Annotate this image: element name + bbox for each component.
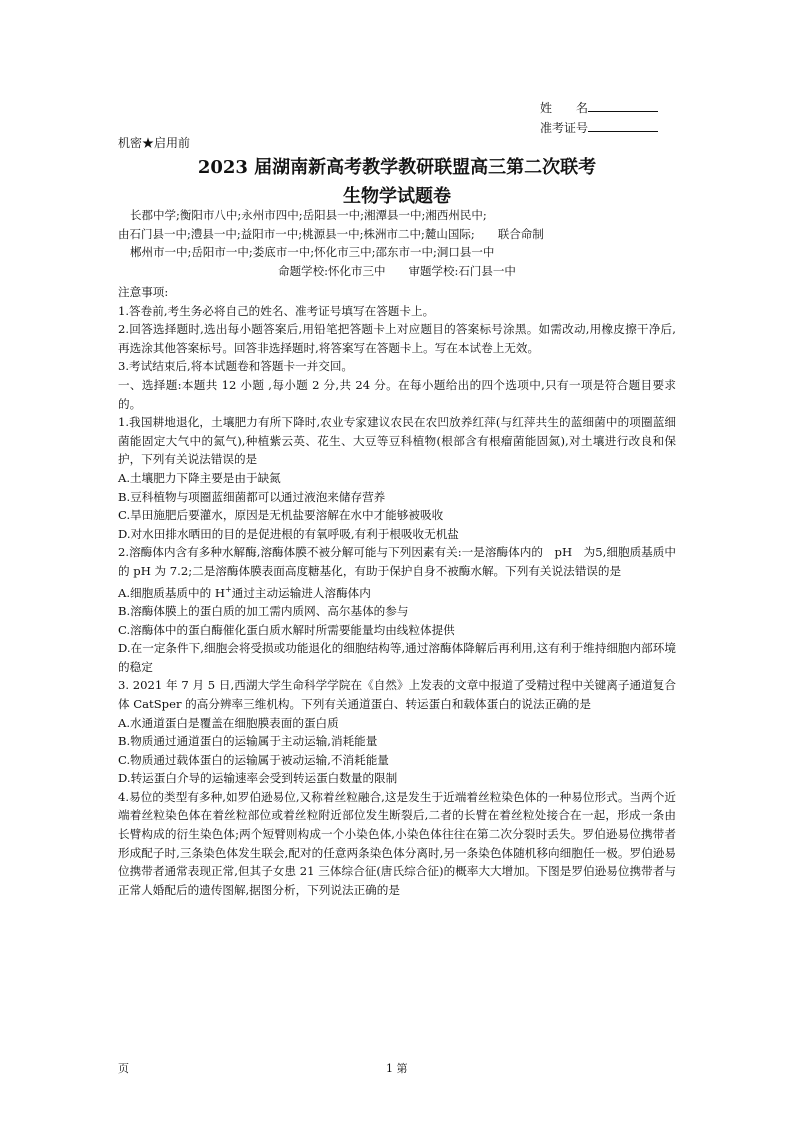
q2-option-b: B.溶酶体膜上的蛋白质的加工需内质网、高尔基体的参与 bbox=[118, 603, 409, 618]
school-line-1: 长郡中学;衡阳市八中;永州市四中;岳阳县一中;湘潭县一中;湘西州民中; bbox=[130, 208, 487, 222]
exam-subtitle: 生物学试题卷 bbox=[343, 186, 451, 207]
exam-body bbox=[118, 283, 676, 899]
q4-stem: 4.易位的类型有多种,如罗伯逊易位,又称着丝粒融合,这是发生于近端着丝粒染色体的一种易位形式。当两个近端着丝粒染色体在着丝粒部位或着丝粒附近部位发生断裂后,二者的长臂在着丝粒处接合在一起，形成一条由长臂构成的衍生染色体;两个短臂则构成一个小染色体,小染色体往往在第二次分裂时丢失。罗伯逊易位携带者形成配子时,三条染色体发生联会,配对的任意两条染色体分离时,另一条染色体随机移向细胞任一极。罗伯逊易位携带者通常表现正常,但其子女患 21 三体综合征(唐氏综合征)的概率大大增加。下图是罗伯逊易位携带者与正常人婚配后的遗传图解,据图分析，下列说法正确的是 bbox=[118, 789, 676, 897]
notes-heading: 注意事项: bbox=[118, 285, 169, 299]
footer-page-label: 页 bbox=[118, 1062, 129, 1075]
q1-option-a: A.土壤肥力下降主要是由于缺氮 bbox=[118, 470, 281, 485]
q2-option-a-pre: A.细胞质基质中的 H bbox=[118, 585, 226, 600]
name-blank[interactable] bbox=[588, 99, 658, 112]
q3-option-d: D.转运蛋白介导的运输速率会受到转运蛋白数量的限制 bbox=[118, 771, 398, 786]
school-list bbox=[118, 206, 676, 280]
id-row bbox=[540, 118, 658, 138]
q3-option-c: C.物质通过载体蛋白的运输属于被动运输,不消耗能量 bbox=[118, 752, 389, 767]
note-3: 3.考试结束后,将本试题卷和答题卡一并交回。 bbox=[118, 359, 354, 374]
section-1-heading: 一、选择题:本题共 12 小题 ,每小题 2 分,共 24 分。在每小题给出的四个选项中,只有一项是符合题目要求的。 bbox=[118, 377, 676, 411]
exam-title: 2023 届湖南新高考教学教研联盟高三第二次联考 bbox=[197, 157, 597, 178]
school-line-2: 由石门县一中;澧县一中;益阳市一中;桃源县一中;株洲市二中;麓山国际; 联合命制 bbox=[118, 226, 544, 241]
q2-option-d: D.在一定条件下,细胞会将受损或功能退化的细胞结构等,通过溶酶体降解后再利用,这有利于维持细胞内部环境的稳定 bbox=[118, 641, 676, 674]
q1-option-d: D.对水田排水晒田的目的是促进根的有氧呼吸,有利于根吸收无机盐 bbox=[118, 526, 459, 541]
candidate-info bbox=[540, 98, 658, 138]
note-2: 2.回答选择题时,选出每小题答案后,用铅笔把答题卡上对应题目的答案标号涂黑。如需改动,用橡皮擦干净后,再选涂其他答案标号。回答非选择题时,将答案写在答题卡上。写在本试卷上无效。 bbox=[118, 322, 676, 355]
footer-page-number: 1 第 bbox=[386, 1062, 408, 1075]
note-1: 1.答卷前,考生务必将自己的姓名、准考证号填写在答题卡上。 bbox=[118, 303, 435, 318]
q2-stem: 2.溶酶体内含有多种水解酶,溶酶体膜不被分解可能与下列因素有关:一是溶酶体内的 pH 为5,细胞质基质中的 pH 为 7.2;二是溶酶体膜表面高度糖基化，有助于保护自身不被酶水解。下列有关说法错误的是 bbox=[118, 545, 676, 578]
id-label: 准考证号 bbox=[540, 121, 589, 135]
q3-stem: 3. 2021 年 7 月 5 日,西湖大学生命科学学院在《自然》上发表的文章中报道了受精过程中关键离子通道复合体 CatSper 的高分辨率三维机构。下列有关通道蛋白、转运蛋白和载体蛋白的说法正确的是 bbox=[118, 678, 676, 711]
q2-option-a-post: 通过主动运输进人溶酶体内 bbox=[231, 585, 371, 600]
q2-option-a-sup: + bbox=[225, 584, 232, 594]
school-line-4: 命题学校:怀化市三中 审题学校:石门县一中 bbox=[278, 263, 516, 278]
q2-option-c: C.溶酶体中的蛋白酶催化蛋白质水解时所需要能量均由线粒体提供 bbox=[118, 622, 455, 637]
id-blank[interactable] bbox=[588, 119, 658, 132]
secret-label: 机密★启用前 bbox=[118, 136, 191, 150]
school-line-3: 郴州市一中;岳阳市一中;娄底市一中;怀化市三中;邵东市一中;洞口县一中 bbox=[130, 245, 495, 259]
q3-option-a: A.水通道蛋白是覆盖在细胞膜表面的蛋白质 bbox=[118, 715, 339, 730]
q1-stem: 1.我国耕地退化，土壤肥力有所下降时,农业专家建议农民在农凹放养红萍(与红萍共生的蓝细菌中的项圈蓝细菌能固定大气中的氮气),种植紫云英、花生、大豆等豆科植物(根部含有根瘤菌能固氮),对土壤进行改良和保护，下列有关说法错误的是 bbox=[118, 415, 676, 467]
q2-option-a bbox=[118, 581, 676, 602]
q3-option-b: B.物质通过通道蛋白的运输属于主动运输,消耗能量 bbox=[118, 734, 378, 749]
q1-option-c: C.旱田施肥后要灌水，原因是无机盐要溶解在水中才能够被吸收 bbox=[118, 508, 444, 523]
name-row bbox=[540, 98, 658, 118]
name-label: 姓 名 bbox=[540, 101, 589, 115]
q1-option-b: B.豆科植物与项圈蓝细菌都可以通过液泡来储存营养 bbox=[118, 489, 386, 504]
